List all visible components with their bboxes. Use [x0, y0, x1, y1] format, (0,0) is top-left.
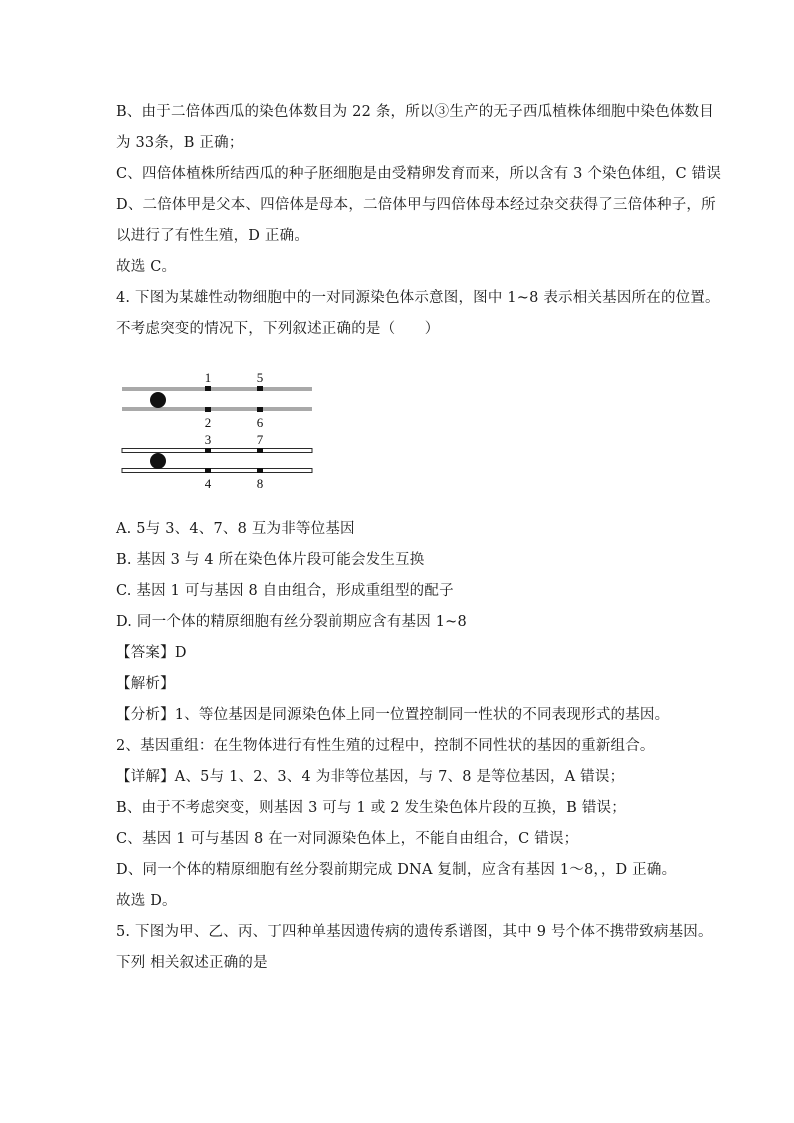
gene-mark-5 [257, 386, 263, 391]
gene-label-3: 3 [204, 432, 212, 447]
gene-mark-4 [205, 468, 211, 473]
paragraph-line: B、由于二倍体西瓜的染色体数目为 22 条，所以③生产的无子西瓜植株体细胞中染色体数目 [116, 104, 714, 120]
centromere-lower [150, 453, 166, 469]
answer-label: 【答案】 [116, 645, 175, 661]
gene-label-7: 7 [256, 432, 264, 447]
white-chromatid-upper [122, 449, 312, 453]
gene-mark-2 [205, 407, 211, 412]
gene-label-2: 2 [204, 415, 212, 430]
analysis-heading: 【解析】 [116, 676, 175, 692]
question-4-stem: 不考虑突变的情况下，下列叙述正确的是（ ） [116, 321, 440, 337]
gene-mark-8 [257, 468, 263, 473]
homologous-chromosome-figure [116, 364, 326, 494]
analysis-line: B、由于不考虑突变，则基因 3 可与 1 或 2 发生染色体片段的互换，B 错误； [116, 800, 626, 816]
gene-label-8: 8 [256, 476, 264, 491]
analysis-line: 故选 D。 [116, 893, 177, 909]
option-a: A. 5与 3、4、7、8 互为非等位基因 [116, 521, 355, 537]
gene-mark-3 [205, 448, 211, 453]
gene-label-5: 5 [256, 370, 264, 385]
paragraph-line: C、四倍体植株所结西瓜的种子胚细胞是由受精卵发育而来，所以含有 3 个染色体组，C 错误 [116, 166, 722, 182]
centromere-upper [150, 392, 166, 408]
answer-line [116, 643, 696, 663]
gene-label-6: 6 [256, 415, 264, 430]
question-4-stem: 4. 下图为某雄性动物细胞中的一对同源染色体示意图，图中 1~8 表示相关基因所在的位置。 [116, 290, 720, 306]
option-b: B. 基因 3 与 4 所在染色体片段可能会发生互换 [116, 552, 425, 568]
question-5-stem: 下列 相关叙述正确的是 [116, 955, 268, 971]
analysis-line: C、基因 1 可与基因 8 在一对同源染色体上，不能自由组合，C 错误； [116, 831, 579, 847]
gene-label-1: 1 [204, 370, 212, 385]
analysis-line: 2、基因重组：在生物体进行有性生殖的过程中，控制不同性状的基因的重新组合。 [116, 738, 655, 754]
gray-chromatid-lower [122, 407, 312, 411]
gene-mark-7 [257, 448, 263, 453]
analysis-line: 【分析】1、等位基因是同源染色体上同一位置控制同一性状的不同表现形式的基因。 [116, 707, 670, 723]
gene-mark-6 [257, 407, 263, 412]
option-c: C. 基因 1 可与基因 8 自由组合，形成重组型的配子 [116, 583, 454, 599]
gray-chromatid-upper [122, 387, 312, 391]
analysis-line: 【详解】A、5与 1、2、3、4 为非等位基因，与 7、8 是等位基因，A 错误； [116, 769, 625, 785]
paragraph-line: 以进行了有性生殖，D 正确。 [116, 228, 310, 244]
question-5-stem: 5. 下图为甲、乙、丙、丁四种单基因遗传病的遗传系谱图，其中 9 号个体不携带致病基因。 [116, 924, 713, 940]
answer-value: D [174, 645, 187, 661]
white-chromatid-lower [122, 469, 312, 473]
paragraph-line: 为 33条，B 正确； [116, 135, 244, 151]
paragraph-line: D、二倍体甲是父本、四倍体是母本，二倍体甲与四倍体母本经过杂交获得了三倍体种子，所 [116, 197, 716, 213]
option-d: D. 同一个体的精原细胞有丝分裂前期应含有基因 1~8 [116, 614, 467, 630]
gene-mark-1 [205, 386, 211, 391]
analysis-line: D、同一个体的精原细胞有丝分裂前期完成 DNA 复制，应含有基因 1～8，，D 正确。 [116, 862, 677, 878]
paragraph-line: 故选 C。 [116, 259, 177, 275]
gene-label-4: 4 [204, 476, 212, 491]
